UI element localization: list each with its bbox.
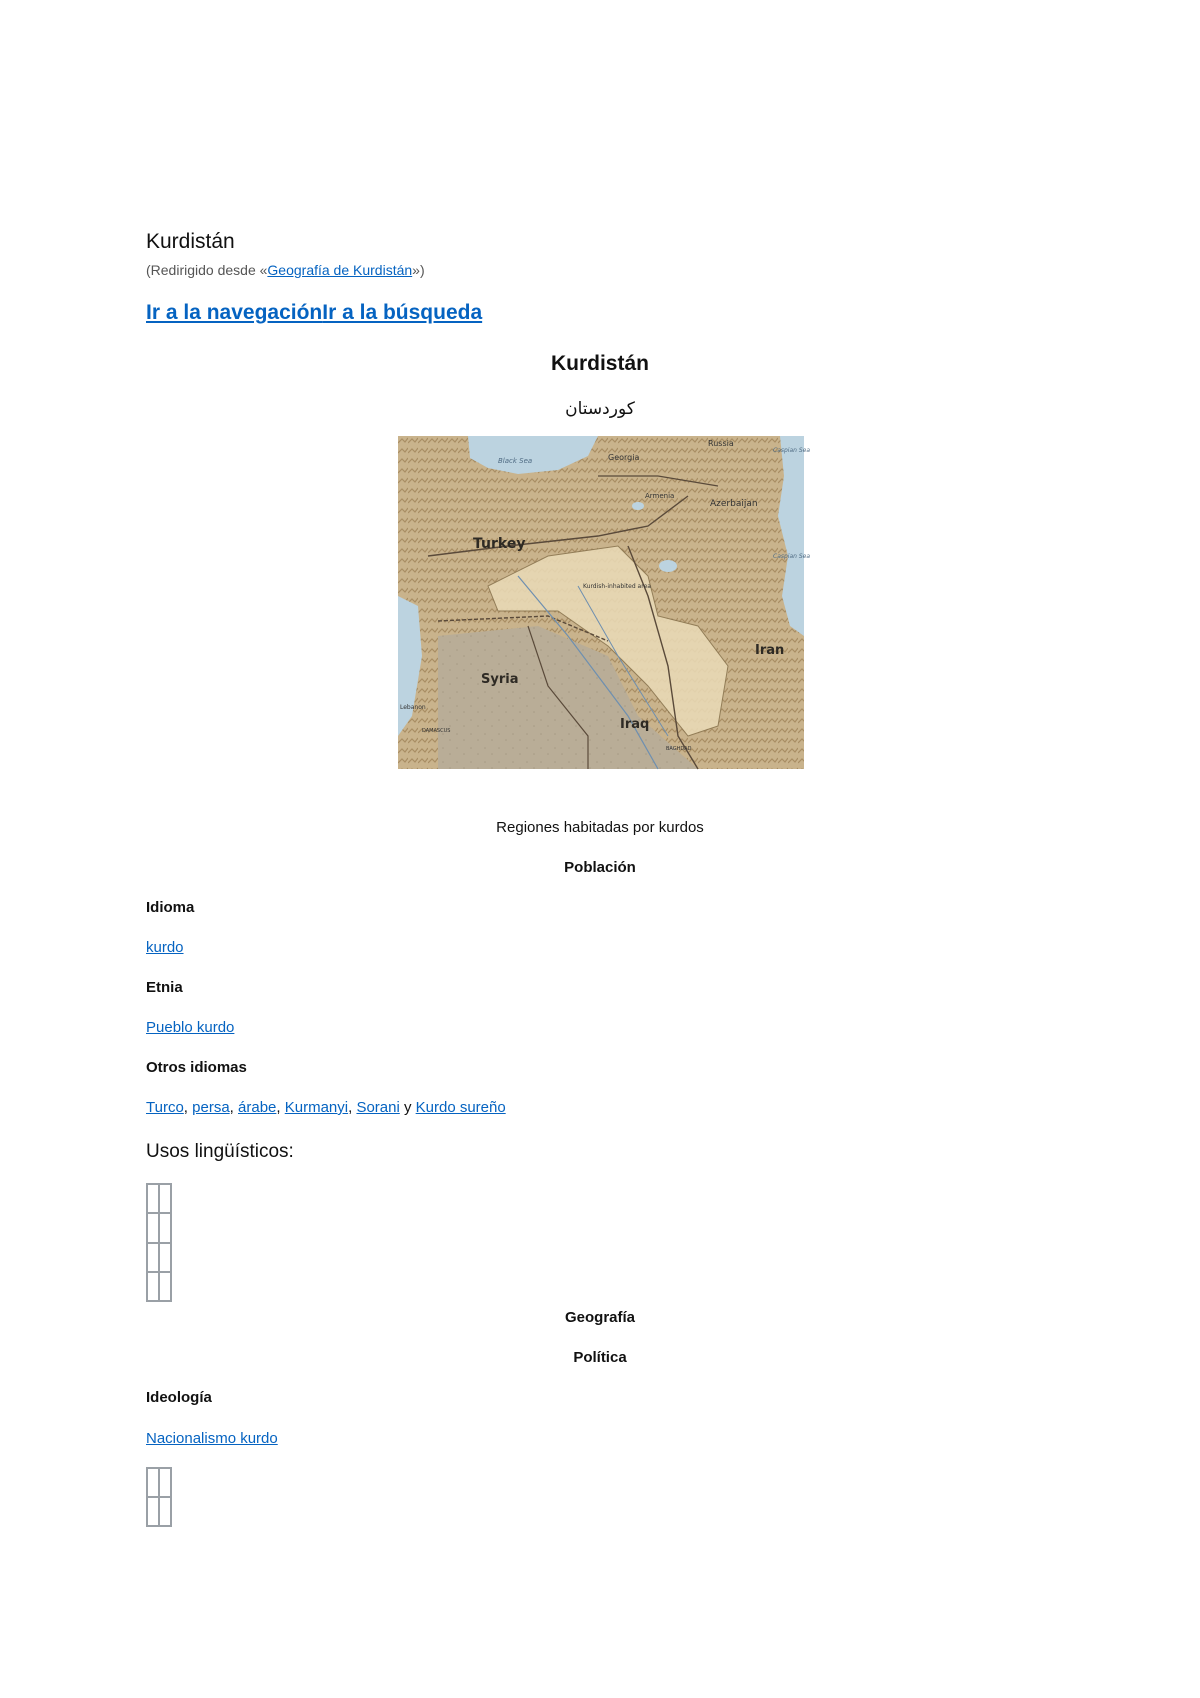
language-conjunction: y xyxy=(403,1099,412,1116)
idioma-label: Idioma xyxy=(146,899,195,916)
map-label-black-sea: Black Sea xyxy=(498,457,533,465)
map-label-baghdad: BAGHDAD xyxy=(666,746,692,752)
redirect-prefix: (Redirigido desde « xyxy=(146,262,268,278)
language-link-sorani[interactable]: Sorani xyxy=(356,1099,400,1116)
page-title: Kurdistán xyxy=(146,230,235,253)
idioma-value-link[interactable]: kurdo xyxy=(146,939,184,956)
map-label-lebanon: Lebanon xyxy=(400,704,426,711)
ideologia-label: Ideología xyxy=(146,1389,212,1406)
empty-table-grid xyxy=(146,1183,172,1302)
map-label-georgia: Georgia xyxy=(608,453,640,462)
redirect-suffix: ») xyxy=(412,262,425,278)
etnia-value-link[interactable]: Pueblo kurdo xyxy=(146,1019,235,1036)
map-label-caspian-sea-top: Caspian Sea xyxy=(773,447,811,454)
map-caption: Regiones habitadas por kurdos xyxy=(496,819,704,836)
empty-table-grid-2 xyxy=(146,1467,172,1527)
poblacion-label: Población xyxy=(564,859,636,876)
otros-idiomas-list: Turco, persa, árabe, Kurmanyi, Sorani y Kurdo sureño xyxy=(146,1099,506,1116)
skip-links xyxy=(146,301,482,325)
otros-idiomas-label: Otros idiomas xyxy=(146,1059,247,1076)
language-link-kurdo-sureno[interactable]: Kurdo sureño xyxy=(415,1099,506,1116)
language-link-turco[interactable]: Turco xyxy=(146,1099,184,1116)
map-label-kurdish-area: Kurdish-inhabited area xyxy=(583,583,651,590)
native-name: کوردستان xyxy=(565,399,635,418)
usos-linguisticos-heading: Usos lingüísticos: xyxy=(146,1141,294,1162)
skip-to-navigation-link[interactable]: Ir a la navegación xyxy=(146,301,323,324)
map-label-turkey: Turkey xyxy=(473,536,526,552)
kurdistan-map-image xyxy=(398,436,811,769)
map-label-iraq: Iraq xyxy=(620,717,650,732)
infobox-title: Kurdistán xyxy=(550,352,649,375)
skip-to-search-link[interactable]: Ir a la búsqueda xyxy=(322,301,483,324)
redirect-link[interactable]: Geografía de Kurdistán xyxy=(267,262,413,278)
geografia-label: Geografía xyxy=(564,1309,636,1326)
map-label-iran: Iran xyxy=(755,643,785,658)
ideologia-value-link[interactable]: Nacionalismo kurdo xyxy=(146,1430,278,1447)
map-label-syria: Syria xyxy=(481,672,519,687)
map-label-damascus: DAMASCUS xyxy=(422,728,451,734)
politica-label: Política xyxy=(573,1349,627,1366)
language-link-arabe[interactable]: árabe xyxy=(238,1099,277,1116)
redirect-note xyxy=(146,262,425,278)
language-link-persa[interactable]: persa xyxy=(192,1099,230,1116)
language-link-kurmanyi[interactable]: Kurmanyi xyxy=(284,1099,349,1116)
map-label-russia: Russia xyxy=(708,439,734,448)
map-label-caspian-sea: Caspian Sea xyxy=(773,553,811,560)
map-label-azerbaijan: Azerbaijan xyxy=(710,499,758,509)
etnia-label: Etnia xyxy=(146,979,183,996)
map-label-armenia: Armenia xyxy=(645,492,675,500)
